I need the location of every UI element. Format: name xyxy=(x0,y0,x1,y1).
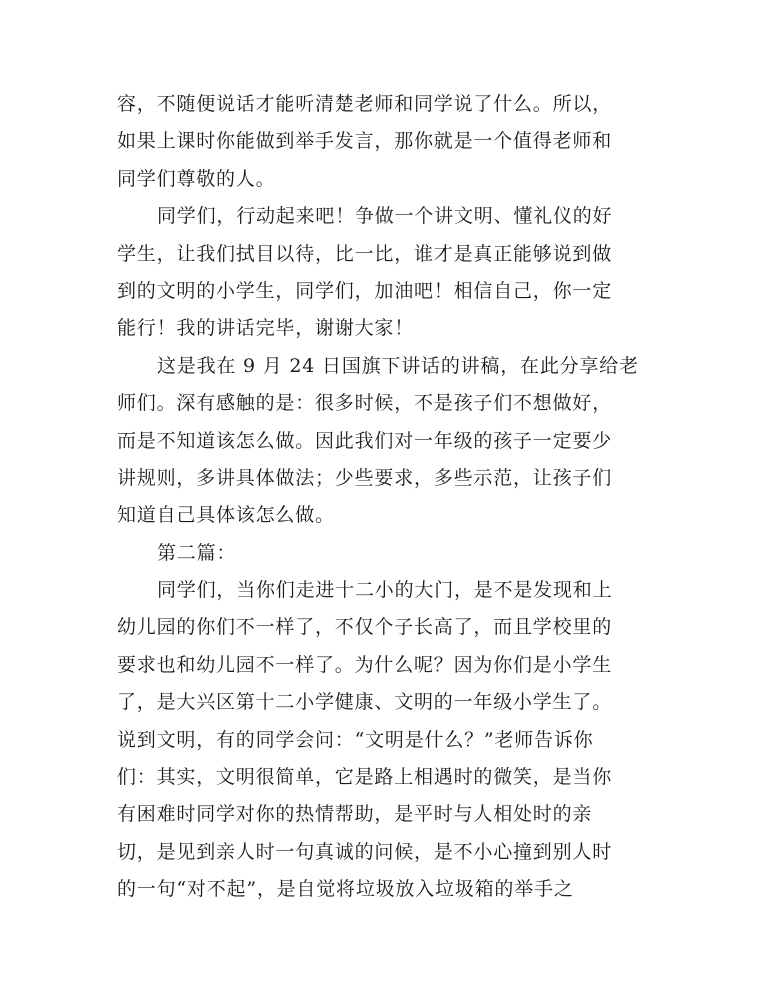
text-line: 到的文明的小学生，同学们，加油吧！相信自己，你一定 xyxy=(117,279,613,302)
text-line: 们：其实，文明很简单，它是路上相遇时的微笑，是当你 xyxy=(117,766,613,789)
text-line: 如果上课时你能做到举手发言，那你就是一个值得老师和 xyxy=(117,130,613,153)
text-line: 要求也和幼儿园不一样了。为什么呢？因为你们是小学生 xyxy=(117,653,613,676)
text-line: 师们。深有感触的是：很多时候，不是孩子们不想做好， xyxy=(117,392,613,415)
paragraph-start-line: 这是我在 9 月 24 日国旗下讲话的讲稿，在此分享给老 xyxy=(157,354,639,377)
text-line: 知道自己具体该怎么做。 xyxy=(117,504,335,527)
document-body xyxy=(117,86,657,909)
text-line: 说到文明，有的同学会问：“文明是什么？”老师告诉你 xyxy=(117,728,594,751)
paragraph-start-line: 同学们，行动起来吧！争做一个讲文明、懂礼仪的好 xyxy=(157,205,613,228)
text-line: 同学们尊敬的人。 xyxy=(117,167,276,190)
text-line: 容，不随便说话才能听清楚老师和同学说了什么。所以， xyxy=(117,93,613,115)
text-line: 讲规则，多讲具体做法；少些要求，多些示范，让孩子们 xyxy=(117,466,613,489)
section-heading: 第二篇： xyxy=(157,541,237,564)
text-line: 能行！我的讲话完毕，谢谢大家！ xyxy=(117,317,415,340)
text-line: 幼儿园的你们不一样了，不仅个子长高了，而且学校里的 xyxy=(117,616,613,639)
text-line: 切，是见到亲人时一句真诚的问候，是不小心撞到别人时 xyxy=(117,840,613,863)
text-line: 有困难时同学对你的热情帮助，是平时与人相处时的亲 xyxy=(117,803,593,826)
text-line: 了，是大兴区第十二小学健康、文明的一年级小学生了。 xyxy=(117,691,613,714)
paragraph-start-line: 同学们，当你们走进十二小的大门，是不是发现和上 xyxy=(157,579,613,602)
text-line: 学生，让我们拭目以待，比一比，谁才是真正能够说到做 xyxy=(117,242,613,265)
text-line: 而是不知道该怎么做。因此我们对一年级的孩子一定要少 xyxy=(117,429,613,452)
text-line: 的一句“对不起”，是自觉将垃圾放入垃圾箱的举手之 xyxy=(117,878,574,901)
